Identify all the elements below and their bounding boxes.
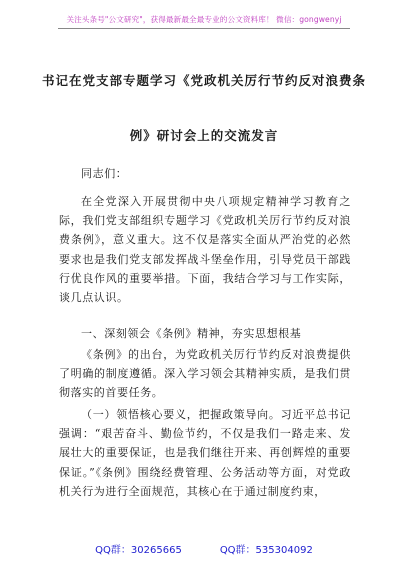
paragraph-regulation-intro: 《条例》的出台，为党政机关厉行节约反对浪费提供了明确的制度遵循。深入学习领会其精神实质，是我们贯彻落实的首要任务。 — [59, 348, 351, 400]
footer — [0, 541, 408, 556]
header-divider — [58, 28, 350, 29]
paragraph-intro: 在全党深入开展贯彻中央八项规定精神学习教育之际，我们党支部组织专题学习《党政机关厉行节约反对浪费条例》，意义重大。这不仅是落实全面从严治党的必然要求也是我们党支部发挥战斗堡垒作用，引导党员干部践行优良作风的重要举措。下面，我结合学习与工作实际，谈几点认识。 — [59, 195, 351, 305]
greeting: 同志们： — [81, 167, 128, 180]
footer-qq-group-2: QQ群：535304092 — [219, 545, 313, 556]
paragraph-core-essence: （一）领悟核心要义，把握政策导向。习近平总书记强调：“艰苦奋斗、勤俭节约，不仅是我们一路走来、发展壮大的重要保证，也是我们继往开来、再创辉煌的重要保证。”《条例》围绕经费管理、公务活动等方面，对党政机关行为进行全面规范，其核心在于通过制度约束， — [59, 408, 351, 498]
footer-qq-group-1: QQ群：30265665 — [95, 545, 182, 556]
document-title-line2: 例》研讨会上的交流发言 — [129, 128, 279, 143]
header-banner: 关注头条号"公文研究"，获得最新最全最专业的公文资料库！ 微信：gongwenyj — [66, 15, 342, 24]
section-heading-1: 一、深刻领会《条例》精神，夯实思想根基 — [81, 327, 302, 340]
document-title-line1: 书记在党支部专题学习《党政机关厉行节约反对浪费条 — [41, 73, 366, 88]
